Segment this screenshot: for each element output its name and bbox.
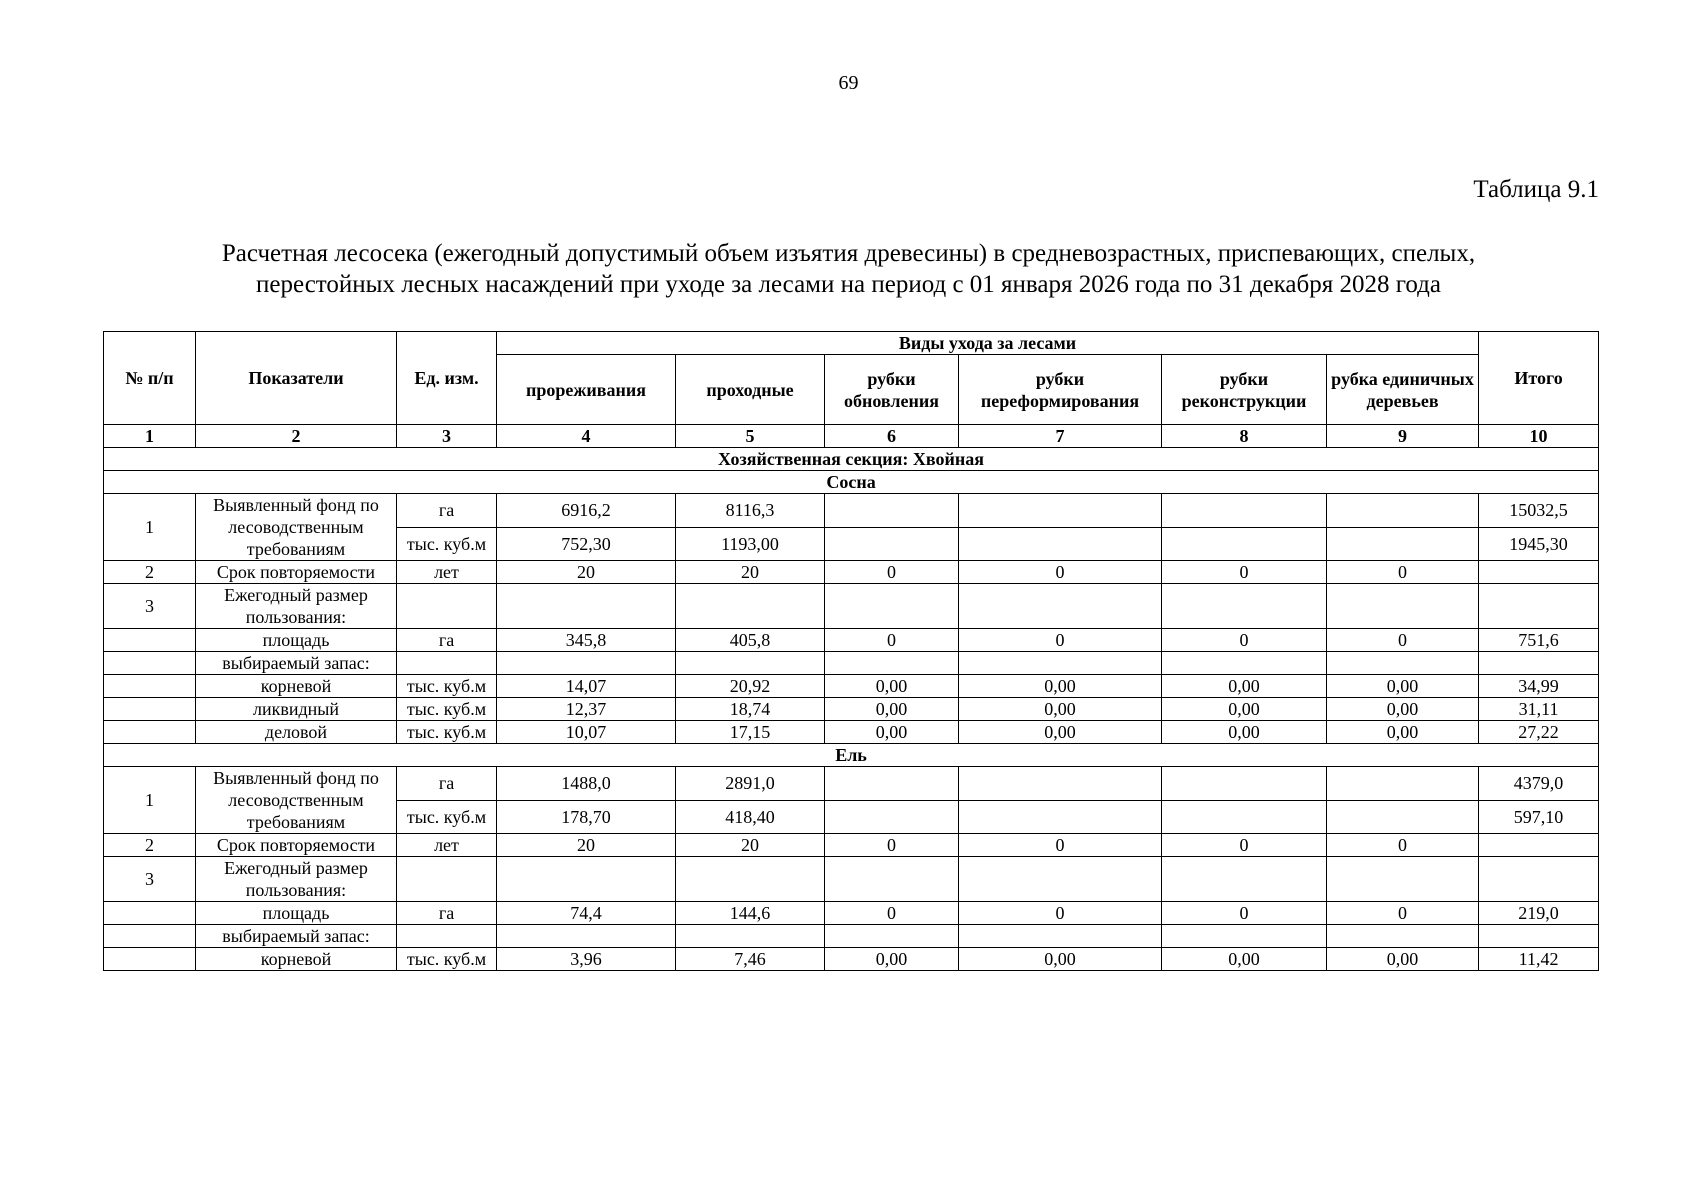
section-row: Хозяйственная секция: Хвойная	[104, 448, 1599, 471]
empty-cell	[104, 925, 196, 948]
value-cell: 12,37	[497, 698, 676, 721]
empty-cell	[1162, 584, 1327, 629]
value-cell	[959, 494, 1162, 528]
value-cell: 144,6	[676, 902, 825, 925]
total-cell: 219,0	[1479, 902, 1599, 925]
table-row	[104, 584, 1599, 629]
row-number: 3	[104, 584, 196, 629]
document-title	[100, 238, 1597, 300]
value-cell	[1327, 800, 1479, 834]
empty-cell	[1479, 857, 1599, 902]
value-cell: 1488,0	[497, 767, 676, 801]
empty-cell	[676, 857, 825, 902]
table-row	[104, 471, 1599, 494]
total-cell	[1479, 561, 1599, 584]
indicator-label: Срок повторяемости	[196, 561, 397, 584]
total-cell: 751,6	[1479, 629, 1599, 652]
empty-cell	[397, 584, 497, 629]
value-cell: 6916,2	[497, 494, 676, 528]
value-cell: 0,00	[825, 721, 959, 744]
unit-cell: лет	[397, 834, 497, 857]
empty-cell	[1479, 925, 1599, 948]
empty-cell	[959, 584, 1162, 629]
value-cell	[825, 767, 959, 801]
unit-cell: тыс. куб.м	[397, 948, 497, 971]
value-cell: 0	[959, 561, 1162, 584]
unit-cell: га	[397, 494, 497, 528]
value-cell: 0,00	[959, 721, 1162, 744]
table-row	[104, 721, 1599, 744]
value-cell: 0	[825, 629, 959, 652]
value-cell: 0	[825, 902, 959, 925]
total-cell	[1479, 834, 1599, 857]
logging-table	[103, 331, 1599, 971]
col-number: 3	[397, 425, 497, 448]
indicator-label: Срок повторяемости	[196, 834, 397, 857]
indicator-label: Ежегодный размер пользования:	[196, 857, 397, 902]
unit-cell: га	[397, 767, 497, 801]
value-cell: 20	[497, 561, 676, 584]
col-number: 8	[1162, 425, 1327, 448]
header-care-types: Виды ухода за лесами	[497, 332, 1479, 355]
value-cell: 0,00	[825, 948, 959, 971]
unit-cell: тыс. куб.м	[397, 527, 497, 561]
row-number: 2	[104, 834, 196, 857]
empty-cell	[1162, 857, 1327, 902]
empty-cell	[104, 652, 196, 675]
value-cell	[1162, 767, 1327, 801]
value-cell	[959, 767, 1162, 801]
value-cell: 0	[1327, 902, 1479, 925]
table-row	[104, 925, 1599, 948]
value-cell	[1162, 800, 1327, 834]
table-label: Таблица 9.1	[1473, 176, 1599, 203]
value-cell: 0	[959, 902, 1162, 925]
table-row	[104, 948, 1599, 971]
value-cell: 1193,00	[676, 527, 825, 561]
table-row	[104, 494, 1599, 528]
value-cell	[1327, 767, 1479, 801]
total-cell: 27,22	[1479, 721, 1599, 744]
value-cell: 418,40	[676, 800, 825, 834]
indicator-label: Выявленный фонд по лесоводственным требованиям	[196, 494, 397, 561]
value-cell: 0,00	[1162, 721, 1327, 744]
col-number: 5	[676, 425, 825, 448]
empty-cell	[497, 652, 676, 675]
indicator-label: ликвидный	[196, 698, 397, 721]
empty-cell	[959, 857, 1162, 902]
value-cell: 0	[1327, 834, 1479, 857]
value-cell: 0	[959, 834, 1162, 857]
empty-cell	[1162, 925, 1327, 948]
empty-cell	[959, 652, 1162, 675]
total-cell: 11,42	[1479, 948, 1599, 971]
value-cell	[1162, 527, 1327, 561]
empty-cell	[497, 584, 676, 629]
title-line-2: перестойных лесных насаждений при уходе за лесами на период с 01 января 2026 года по 31 декабря 2028 года	[256, 271, 1441, 298]
total-cell: 34,99	[1479, 675, 1599, 698]
value-cell: 10,07	[497, 721, 676, 744]
value-cell	[959, 800, 1162, 834]
empty-cell	[1327, 857, 1479, 902]
indicator-label: площадь	[196, 902, 397, 925]
value-cell: 0,00	[1327, 948, 1479, 971]
indicator-label: Ежегодный размер пользования:	[196, 584, 397, 629]
indicator-label: площадь	[196, 629, 397, 652]
header-num: № п/п	[104, 332, 196, 425]
empty-cell	[676, 652, 825, 675]
header-type: рубка единичных деревьев	[1327, 355, 1479, 425]
table-row	[104, 834, 1599, 857]
value-cell: 3,96	[497, 948, 676, 971]
header-type: прореживания	[497, 355, 676, 425]
header-unit: Ед. изм.	[397, 332, 497, 425]
value-cell: 0	[1162, 561, 1327, 584]
value-cell: 8116,3	[676, 494, 825, 528]
total-cell: 1945,30	[1479, 527, 1599, 561]
value-cell: 0	[1162, 834, 1327, 857]
empty-cell	[397, 925, 497, 948]
total-cell: 597,10	[1479, 800, 1599, 834]
table-row	[104, 675, 1599, 698]
value-cell: 0,00	[1162, 698, 1327, 721]
value-cell: 0	[1327, 561, 1479, 584]
value-cell: 0,00	[1327, 698, 1479, 721]
header-type: проходные	[676, 355, 825, 425]
table-row	[104, 629, 1599, 652]
value-cell: 14,07	[497, 675, 676, 698]
row-number: 2	[104, 561, 196, 584]
unit-cell: тыс. куб.м	[397, 698, 497, 721]
row-number: 1	[104, 767, 196, 834]
empty-cell	[497, 857, 676, 902]
empty-cell	[397, 857, 497, 902]
value-cell: 752,30	[497, 527, 676, 561]
table-row	[104, 744, 1599, 767]
indicator-label: деловой	[196, 721, 397, 744]
value-cell: 20	[497, 834, 676, 857]
empty-cell	[104, 698, 196, 721]
indicator-label: корневой	[196, 675, 397, 698]
value-cell: 0,00	[1162, 675, 1327, 698]
col-number: 1	[104, 425, 196, 448]
unit-cell: тыс. куб.м	[397, 675, 497, 698]
table-row	[104, 561, 1599, 584]
value-cell	[1162, 494, 1327, 528]
empty-cell	[1162, 652, 1327, 675]
unit-cell: га	[397, 902, 497, 925]
value-cell: 0,00	[825, 675, 959, 698]
value-cell: 2891,0	[676, 767, 825, 801]
indicator-label: выбираемый запас:	[196, 652, 397, 675]
empty-cell	[1327, 925, 1479, 948]
table-row	[104, 857, 1599, 902]
value-cell: 0	[1162, 629, 1327, 652]
header-total: Итого	[1479, 332, 1599, 425]
value-cell: 0	[1327, 629, 1479, 652]
row-number: 3	[104, 857, 196, 902]
table-row	[104, 698, 1599, 721]
table-row	[104, 767, 1599, 801]
unit-cell: га	[397, 629, 497, 652]
empty-cell	[825, 584, 959, 629]
total-cell: 31,11	[1479, 698, 1599, 721]
col-number: 10	[1479, 425, 1599, 448]
table-row	[104, 902, 1599, 925]
value-cell: 0,00	[1327, 721, 1479, 744]
value-cell: 0,00	[1162, 948, 1327, 971]
value-cell: 0,00	[959, 948, 1162, 971]
indicator-label: Выявленный фонд по лесоводственным требованиям	[196, 767, 397, 834]
empty-cell	[1327, 652, 1479, 675]
col-number: 7	[959, 425, 1162, 448]
col-number: 2	[196, 425, 397, 448]
indicator-label: корневой	[196, 948, 397, 971]
header-indicator: Показатели	[196, 332, 397, 425]
value-cell: 405,8	[676, 629, 825, 652]
value-cell	[959, 527, 1162, 561]
empty-cell	[497, 925, 676, 948]
value-cell: 0	[959, 629, 1162, 652]
empty-cell	[104, 902, 196, 925]
page-number: 69	[838, 72, 859, 94]
empty-cell	[825, 652, 959, 675]
table-row	[104, 652, 1599, 675]
value-cell: 20,92	[676, 675, 825, 698]
row-number: 1	[104, 494, 196, 561]
value-cell: 7,46	[676, 948, 825, 971]
col-number: 4	[497, 425, 676, 448]
value-cell	[825, 527, 959, 561]
value-cell: 345,8	[497, 629, 676, 652]
value-cell	[825, 800, 959, 834]
value-cell: 20	[676, 561, 825, 584]
header-type: рубки обновления	[825, 355, 959, 425]
empty-cell	[104, 948, 196, 971]
empty-cell	[676, 925, 825, 948]
value-cell: 20	[676, 834, 825, 857]
total-cell: 4379,0	[1479, 767, 1599, 801]
empty-cell	[104, 675, 196, 698]
value-cell: 74,4	[497, 902, 676, 925]
empty-cell	[1479, 652, 1599, 675]
header-type: рубки переформирования	[959, 355, 1162, 425]
value-cell	[1327, 494, 1479, 528]
col-number: 9	[1327, 425, 1479, 448]
empty-cell	[676, 584, 825, 629]
value-cell: 0	[825, 561, 959, 584]
value-cell: 0	[825, 834, 959, 857]
empty-cell	[825, 925, 959, 948]
empty-cell	[104, 721, 196, 744]
value-cell: 0,00	[959, 675, 1162, 698]
indicator-label: выбираемый запас:	[196, 925, 397, 948]
value-cell: 0	[1162, 902, 1327, 925]
species-row: Сосна	[104, 471, 1599, 494]
unit-cell: лет	[397, 561, 497, 584]
value-cell	[825, 494, 959, 528]
col-number: 6	[825, 425, 959, 448]
value-cell: 178,70	[497, 800, 676, 834]
value-cell: 0,00	[1327, 675, 1479, 698]
title-line-1: Расчетная лесосека (ежегодный допустимый объем изъятия древесины) в средневозрастных, приспевающих, спелых,	[221, 240, 1476, 267]
value-cell: 18,74	[676, 698, 825, 721]
unit-cell: тыс. куб.м	[397, 721, 497, 744]
value-cell: 0,00	[959, 698, 1162, 721]
species-row: Ель	[104, 744, 1599, 767]
unit-cell: тыс. куб.м	[397, 800, 497, 834]
value-cell: 0,00	[825, 698, 959, 721]
empty-cell	[1327, 584, 1479, 629]
total-cell: 15032,5	[1479, 494, 1599, 528]
value-cell	[1327, 527, 1479, 561]
value-cell: 17,15	[676, 721, 825, 744]
empty-cell	[959, 925, 1162, 948]
empty-cell	[825, 857, 959, 902]
empty-cell	[104, 629, 196, 652]
header-type: рубки реконструкции	[1162, 355, 1327, 425]
empty-cell	[1479, 584, 1599, 629]
empty-cell	[397, 652, 497, 675]
